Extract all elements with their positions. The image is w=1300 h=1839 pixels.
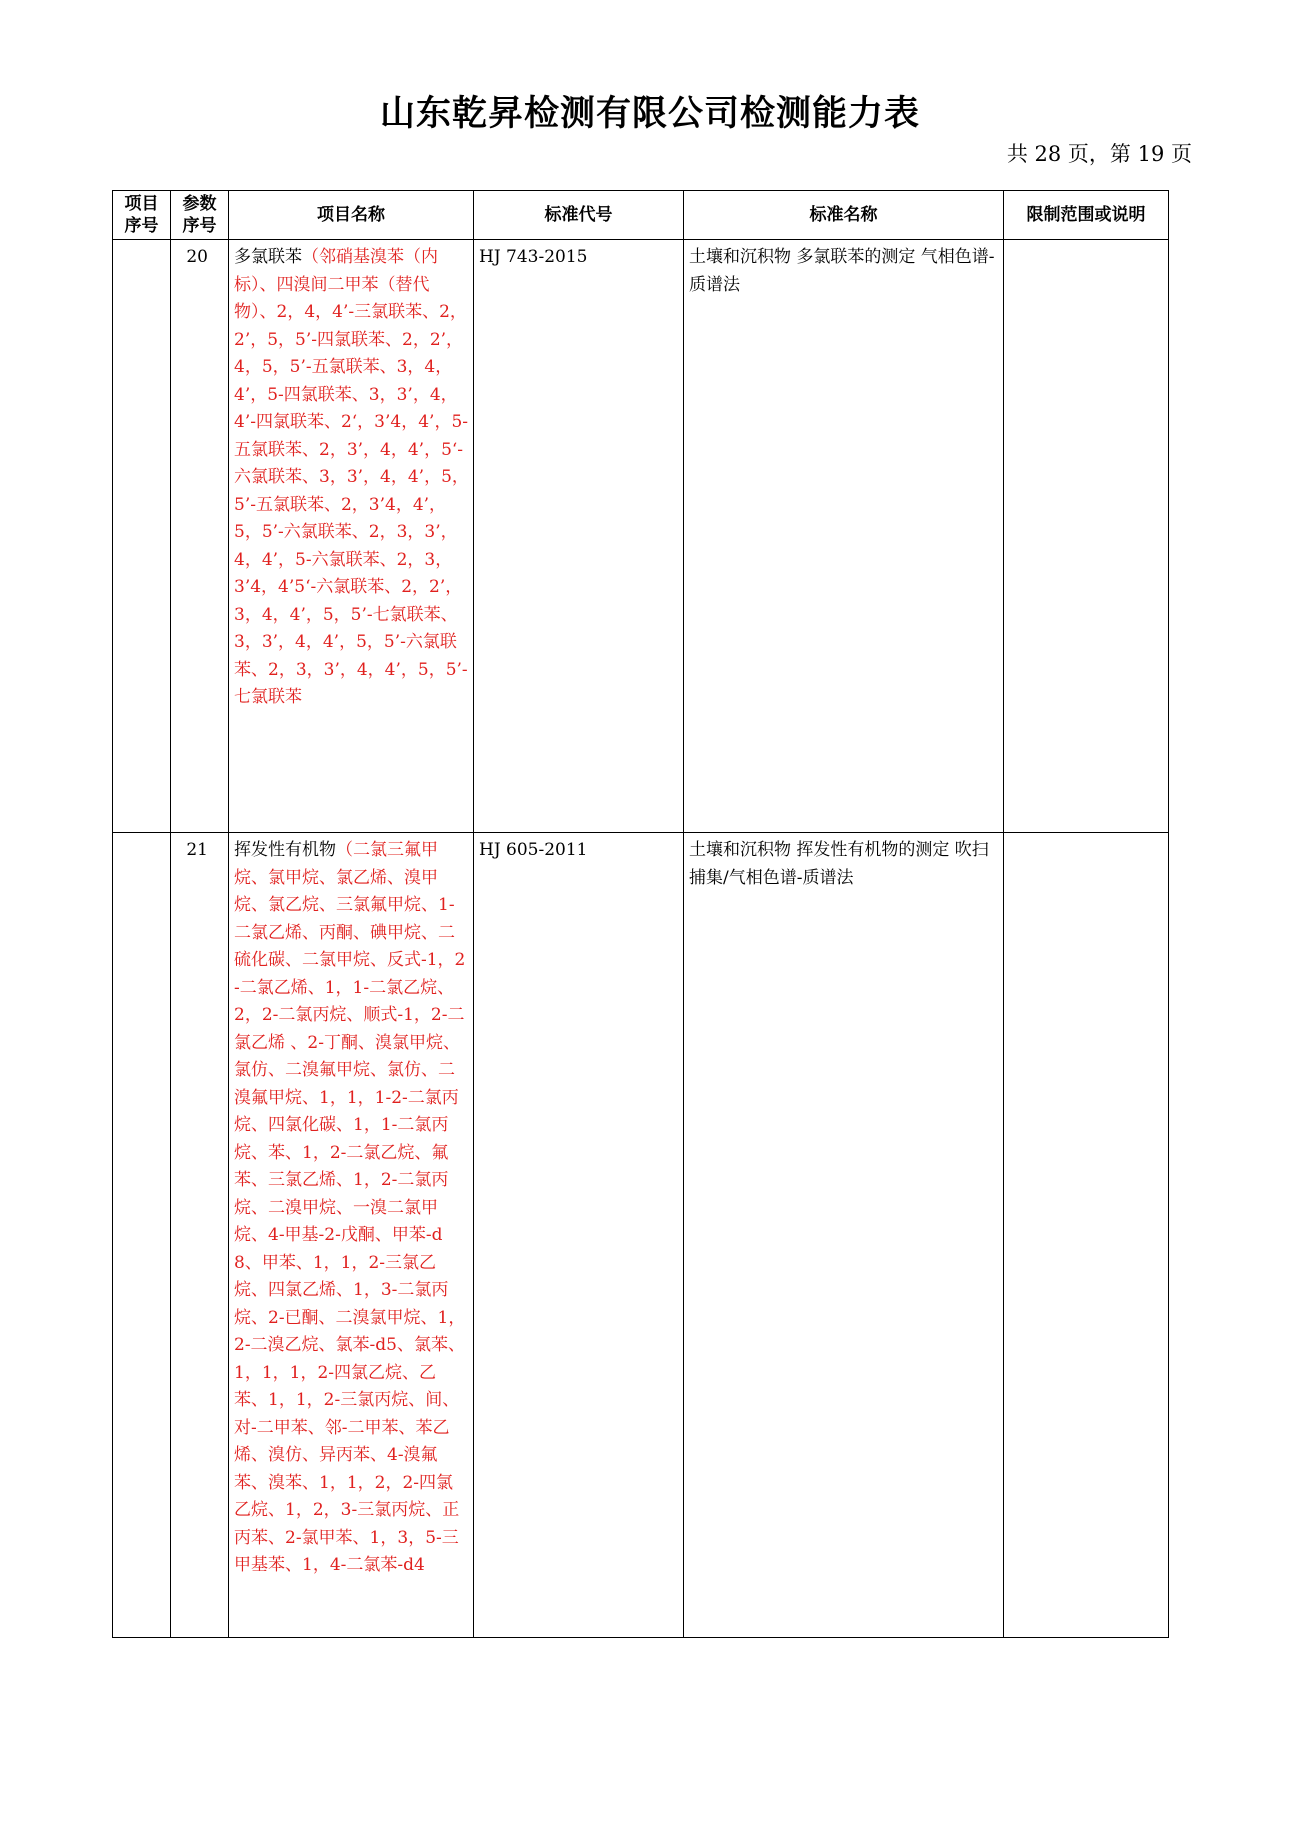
item-name-cell — [229, 240, 474, 833]
item-name-main: 挥发性有机物 — [234, 840, 336, 860]
param-no-cell: 21 — [171, 833, 229, 1638]
item-name-main: 多氯联苯 — [234, 247, 302, 267]
item-no-cell — [113, 833, 171, 1638]
standard-name-cell: 土壤和沉积物 多氯联苯的测定 气相色谱-质谱法 — [684, 240, 1004, 833]
header-item-no: 项目 序号 — [113, 191, 171, 240]
table-header-row — [113, 191, 1169, 240]
standard-code-cell: HJ 605-2011 — [474, 833, 684, 1638]
item-name-detail: （邻硝基溴苯（内标）、四溴间二甲苯（替代物）、2，4，4’-三氯联苯、2，2’，5，5’-四氯联苯、2，2’，4，5，5’-五氯联苯、3，4，4’，5-四氯联苯、3，3’，4，4’-四氯联苯、2‘，3’4，4’，5-五氯联苯、2，3’，4，4’，5‘-六氯联苯、3，3’，4，4’，5，5’-五氯联苯、2，3’4，4’，5，5’-六氯联苯、2，3，3’，4，4’，5-六氯联苯、2，3，3’4，4’5‘-六氯联苯、2，2’，3，4，4’，5，5’-七氯联苯、3，3’，4，4’，5，5’-六氯联苯、2，3，3’，4，4’，5，5’-七氯联苯 — [234, 247, 469, 707]
param-no-cell: 20 — [171, 240, 229, 833]
limit-cell — [1004, 240, 1169, 833]
header-standard-code: 标准代号 — [474, 191, 684, 240]
item-no-cell — [113, 240, 171, 833]
page-info: 共 28 页，第 19 页 — [1006, 142, 1192, 166]
header-item-name: 项目名称 — [229, 191, 474, 240]
standard-name-cell: 土壤和沉积物 挥发性有机物的测定 吹扫捕集/气相色谱-质谱法 — [684, 833, 1004, 1638]
table-row — [113, 833, 1169, 1638]
table-row — [113, 240, 1169, 833]
capability-table — [112, 190, 1169, 1638]
header-standard-name: 标准名称 — [684, 191, 1004, 240]
document-title: 山东乾昇检测有限公司检测能力表 — [379, 94, 920, 134]
limit-cell — [1004, 833, 1169, 1638]
item-name-cell — [229, 833, 474, 1638]
header-param-no: 参数 序号 — [171, 191, 229, 240]
standard-code-cell: HJ 743-2015 — [474, 240, 684, 833]
header-limit: 限制范围或说明 — [1004, 191, 1169, 240]
item-name-detail: （二氯三氟甲烷、氯甲烷、氯乙烯、溴甲烷、氯乙烷、三氯氟甲烷、1-二氯乙烯、丙酮、碘甲烷、二硫化碳、二氯甲烷、反式-1，2-二氯乙烯、1，1-二氯乙烷、2，2-二氯丙烷、顺式-1，2-二氯乙烯 、2-丁酮、溴氯甲烷、氯仿、二溴氟甲烷、氯仿、二溴氟甲烷、1，1，1-2-二氯丙烷、四氯化碳、1，1-二氯丙烷、苯、1，2-二氯乙烷、氟苯、三氯乙烯、1，2-二氯丙烷、二溴甲烷、一溴二氯甲烷、4-甲基-2-戊酮、甲苯-d8、甲苯、1，1，2-三氯乙烷、四氯乙烯、1，3-二氯丙烷、2-已酮、二溴氯甲烷、1，2-二溴乙烷、氯苯-d5、氯苯、1，1，1，2-四氯乙烷、乙苯、1，1，2-三氯丙烷、间、对-二甲苯、邻-二甲苯、苯乙烯、溴仿、异丙苯、4-溴氟苯、溴苯、1，1，2，2-四氯乙烷、1，2，3-三氯丙烷、正丙苯、2-氯甲苯、1，3，5-三甲基苯、1，4-二氯苯-d4 — [234, 840, 466, 1575]
